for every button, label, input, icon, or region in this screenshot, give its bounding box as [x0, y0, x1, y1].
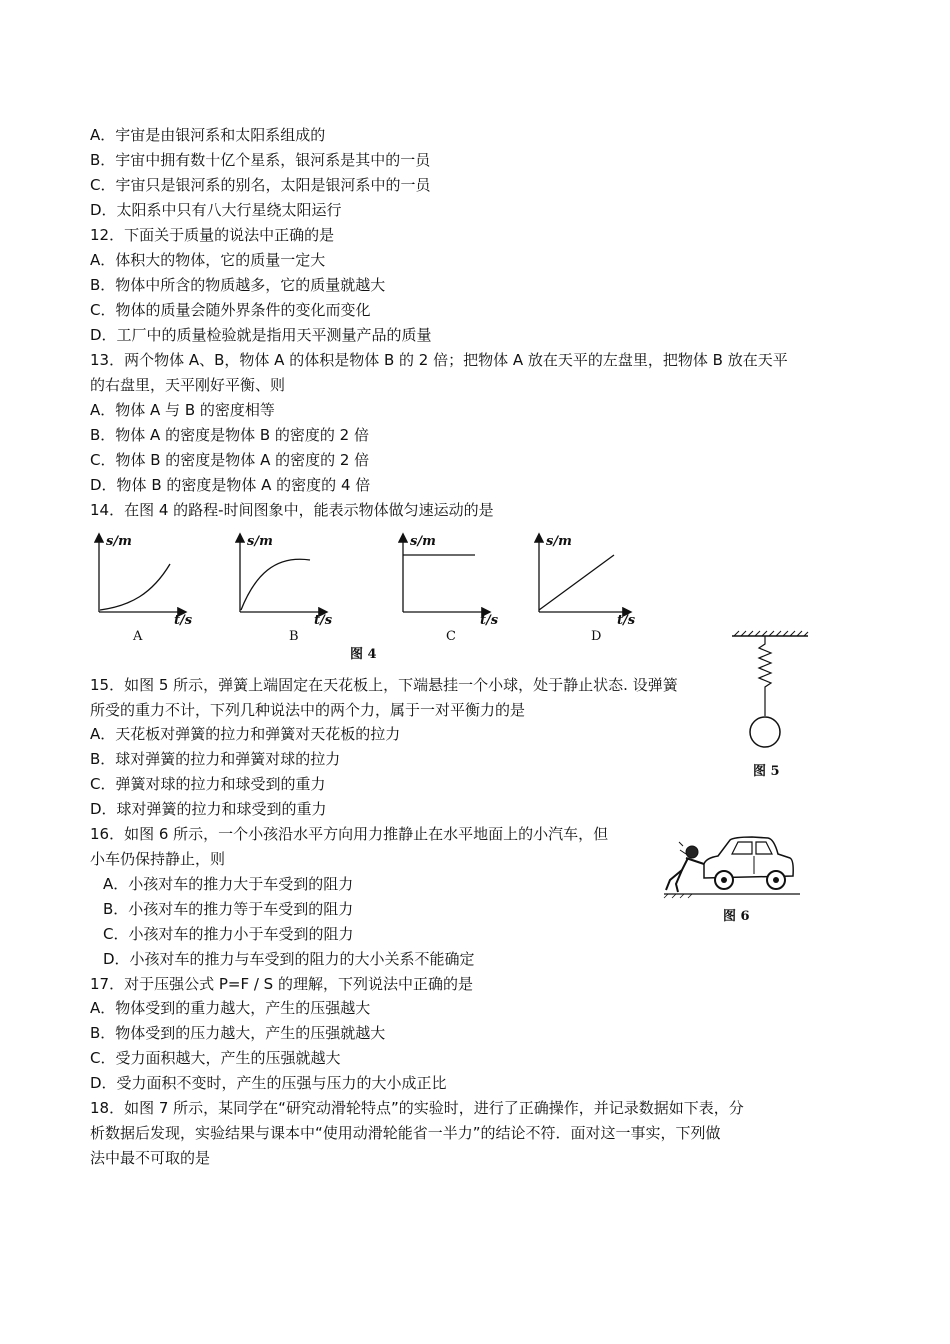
option-a-q15: A．天花板对弹簧的拉力和弹簧对天花板的拉力 [90, 725, 401, 743]
option-a-q12: A．体积大的物体，它的质量一定大 [90, 251, 326, 269]
x-axis-label-a: t/s [174, 613, 193, 628]
line-d [539, 555, 614, 610]
option-b-q11: B．宇宙中拥有数十亿个星系，银河系是其中的一员 [90, 151, 431, 169]
question-15: 15．如图 5 所示，弹簧上端固定在天花板上，下端悬挂一个小球，处于静止状态. 设弹簧 [90, 676, 678, 694]
option-d-q17: D．受力面积不变时，产生的压强与压力的大小成正比 [90, 1074, 447, 1092]
question-16: 16．如图 6 所示，一个小孩沿水平方向用力推静止在水平地面上的小汽车，但 [90, 825, 609, 843]
x-axis-label-d: t/s [617, 613, 636, 628]
option-d-q15: D．球对弹簧的拉力和球受到的重力 [90, 800, 327, 818]
option-a-q17: A．物体受到的重力越大，产生的压强越大 [90, 999, 371, 1017]
option-b-q16: B．小孩对车的推力等于车受到的阻力 [103, 900, 354, 918]
x-axis-label-c: t/s [480, 613, 499, 628]
y-axis-label-b: s/m [247, 534, 273, 549]
option-a-q13: A．物体 A 与 B 的密度相等 [90, 401, 275, 419]
question-13: 13．两个物体 A、B，物体 A 的体积是物体 B 的 2 倍；把物体 A 放在天平的左盘里，把物体 B 放在天平 [90, 351, 788, 369]
option-b-q15: B．球对弹簧的拉力和弹簧对球的拉力 [90, 750, 341, 768]
question-18-cont-1: 析数据后发现，实验结果与课本中“使用动滑轮能省一半力”的结论不符．面对这一事实，下列做 [90, 1124, 721, 1142]
spring [759, 636, 771, 716]
option-c-q11: C．宇宙只是银河系的别名，太阳是银河系中的一员 [90, 176, 431, 194]
question-17: 17．对于压强公式 P=F / S 的理解，下列说法中正确的是 [90, 975, 473, 993]
question-18: 18．如图 7 所示，某同学在“研究动滑轮特点”的实验时，进行了正确操作，并记录数据如下表，分 [90, 1099, 744, 1117]
option-b-q17: B．物体受到的压力越大，产生的压强就越大 [90, 1024, 386, 1042]
graph-label-a: A [133, 629, 143, 644]
option-c-q13: C．物体 B 的密度是物体 A 的密度的 2 倍 [90, 451, 370, 469]
option-a-q11: A．宇宙是由银河系和太阳系组成的 [90, 126, 326, 144]
x-axis-label-b: t/s [314, 613, 333, 628]
figure-6-child-pushing-car [662, 828, 802, 903]
figure-6-caption: 图 6 [723, 909, 750, 924]
option-c-q16: C．小孩对车的推力小于车受到的阻力 [103, 925, 354, 943]
option-c-q12: C．物体的质量会随外界条件的变化而变化 [90, 301, 371, 319]
curve-a [100, 564, 170, 610]
y-axis-label-d: s/m [546, 534, 572, 549]
y-axis-label-a: s/m [106, 534, 132, 549]
question-15-cont: 所受的重力不计，下列几种说法中的两个力，属于一对平衡力的是 [90, 701, 526, 719]
figure-4-graphs [90, 530, 650, 660]
graph-label-b: B [289, 629, 299, 644]
y-axis-label-c: s/m [410, 534, 436, 549]
option-d-q12: D．工厂中的质量检验就是指用天平测量产品的质量 [90, 326, 432, 344]
option-d-q13: D．物体 B 的密度是物体 A 的密度的 4 倍 [90, 476, 371, 494]
ball [750, 717, 780, 747]
option-c-q17: C．受力面积越大，产生的压强就越大 [90, 1049, 341, 1067]
question-13-cont: 的右盘里，天平刚好平衡、则 [90, 376, 286, 394]
option-d-q11: D．太阳系中只有八大行星绕太阳运行 [90, 201, 342, 219]
figure-4-caption: 图 4 [350, 647, 377, 662]
curve-b [241, 559, 310, 610]
option-d-q16: D．小孩对车的推力与车受到的阻力的大小关系不能确定 [103, 950, 475, 968]
figure-5-caption: 图 5 [753, 764, 780, 779]
question-16-cont: 小车仍保持静止，则 [90, 850, 226, 868]
question-12: 12．下面关于质量的说法中正确的是 [90, 226, 335, 244]
option-c-q15: C．弹簧对球的拉力和球受到的重力 [90, 775, 326, 793]
option-b-q13: B．物体 A 的密度是物体 B 的密度的 2 倍 [90, 426, 369, 444]
option-a-q16: A．小孩对车的推力大于车受到的阻力 [103, 875, 354, 893]
graph-label-d: D [591, 629, 602, 644]
figure-5-spring-ball [728, 630, 812, 755]
question-18-cont-2: 法中最不可取的是 [90, 1149, 211, 1167]
option-b-q12: B．物体中所含的物质越多，它的质量就越大 [90, 276, 386, 294]
graph-label-c: C [446, 629, 456, 644]
question-14: 14．在图 4 的路程-时间图象中，能表示物体做匀速运动的是 [90, 501, 494, 519]
